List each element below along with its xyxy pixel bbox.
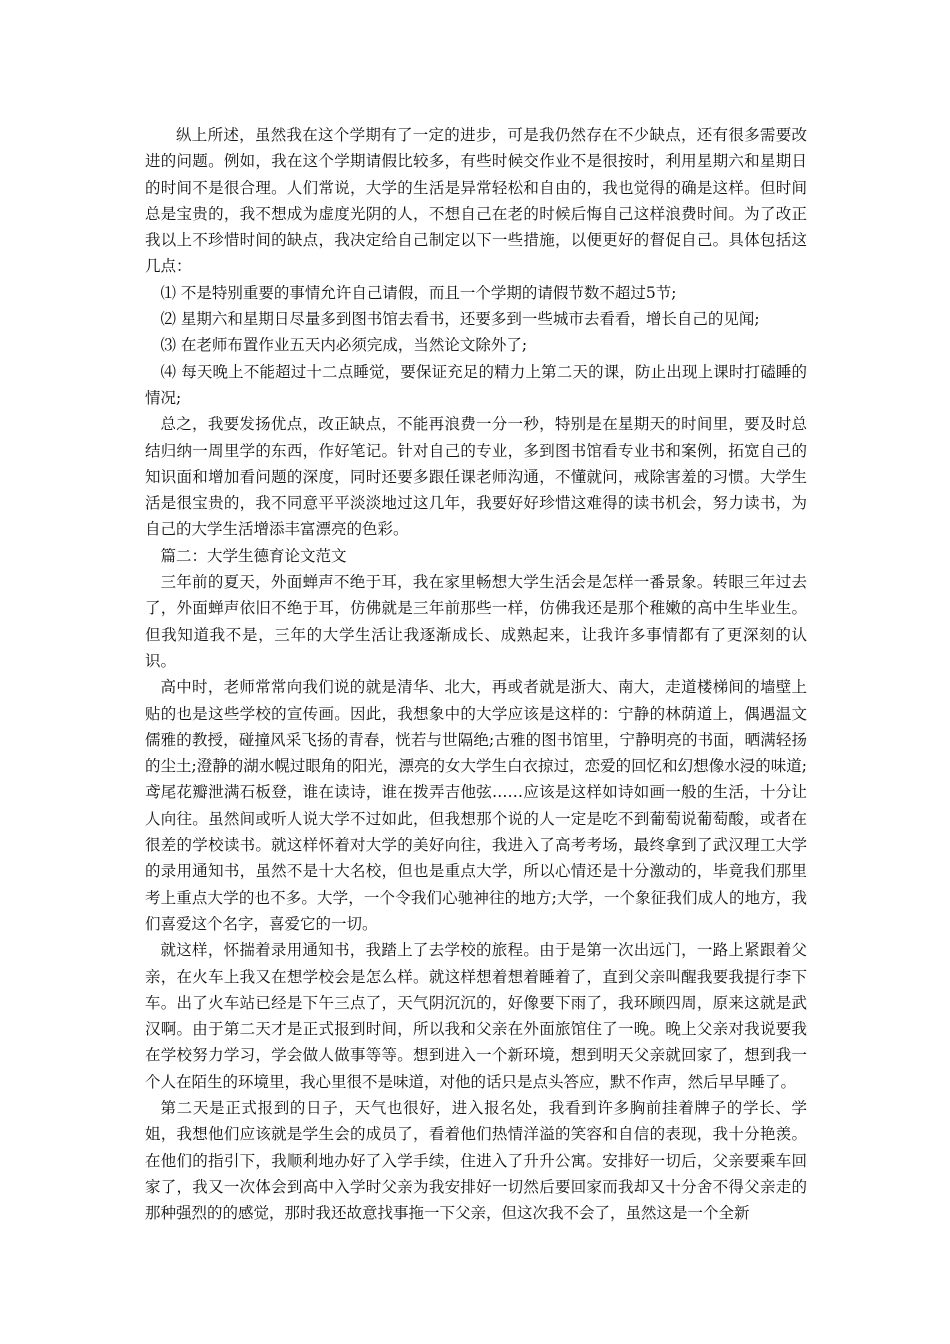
document-body [145,122,807,1226]
paragraph: 第二天是正式报到的日子，天气也很好，进入报名处，我看到许多胸前挂着牌子的学长、学姐，我想他们应该就是学生会的成员了，看着他们热情洋溢的笑容和自信的表现，我十分艳羡。在他们的指引下，我顺利地办好了入学手续，住进入了升升公寓。安排好一切后，父亲要乘车回家了，我又一次体会到高中入学时父亲为我安排好一切然后要回家而我却又十分舍不得父亲走的那种强烈的的感觉，那时我还故意找事拖一下父亲，但这次我不会了，虽然这是一个全新 [145,1098,807,1223]
paragraph-conclusion: 总之，我要发扬优点，改正缺点，不能再浪费一分一秒，特别是在星期天的时间里，要及时总结归纳一周里学的东西，作好笔记。针对自己的专业，多到图书馆看专业书和案例，拓宽自己的知识面和增加看问题的深度，同时还要多跟任课老师沟通，不懂就问，戒除害羞的习惯。大学生活是很宝贵的，我不同意平平淡淡地过这几年，我要好好珍惜这难得的读书机会，努力读书，为自己的大学生活增添丰富漂亮的色彩。 [145,415,807,539]
paragraph: 就这样，怀揣着录用通知书，我踏上了去学校的旅程。由于是第一次出远门，一路上紧跟着父亲，在火车上我又在想学校会是怎么样。就这样想着想着睡着了，直到父亲叫醒我要我提行李下车。出了火车站已经是下午三点了，天气阴沉沉的，好像要下雨了，我环顾四周，原来这就是武汉啊。由于第二天才是正式报到时间，所以我和父亲在外面旅馆住了一晚。晚上父亲对我说要我在学校努力学习，学会做人做事等等。想到进入一个新环境，想到明天父亲就回家了，想到我一个人在陌生的环境里，我心里很不是味道，对他的话只是点头答应，默不作声，然后早早睡了。 [145,941,807,1091]
paragraph: 高中时，老师常常向我们说的就是清华、北大，再或者就是浙大、南大，走道楼梯间的墙壁上贴的也是这些学校的宣传画。因此，我想象中的大学应该是这样的：宁静的林荫道上，偶遇温文儒雅的教授，碰撞风采飞扬的青春，恍若与世隔绝;古雅的图书馆里，宁静明亮的书面，晒满轻扬的尘土;澄静的湖水幌过眼角的阳光，漂亮的女大学生白衣掠过，恋爱的回忆和幻想像水浸的味道;鸢尾花瓣泄满石板登，谁在读诗，谁在拨弄吉他弦……应该是这样如诗如画一般的生活，十分让人向往。虽然间或听人说大学不过如此，但我想那个说的人一定是吃不到葡萄说葡萄酸，或者在很差的学校读书。就这样怀着对大学的美好向往，我进入了高考考场，最终拿到了武汉理工大学的录用通知书，虽然不是十大名校，但也是重点大学，所以心情还是十分激动的，毕竟我们那里考上重点大学的也不多。大学，一个令我们心驰神往的地方;大学，一个象征我们成人的地方，我们喜爱这个名字，喜爱它的一切。 [145,678,807,933]
section-heading: 篇二：大学生德育论文范文 [160,546,347,565]
list-item: ⑵ 星期六和星期日尽量多到图书馆去看书，还要多到一些城市去看看，增长自己的见闻; [160,310,760,329]
list-item: ⑴ 不是特别重要的事情允许自己请假，而且一个学期的请假节数不超过5节; [160,283,677,302]
list-item: ⑷ 每天晚上不能超过十二点睡觉，要保证充足的精力上第二天的课，防止出现上课时打磕睡的情况; [145,362,807,407]
paragraph-summary-intro: 纵上所述，虽然我在这个学期有了一定的进步，可是我仍然存在不少缺点，还有很多需要改进的问题。例如，我在这个学期请假比较多，有些时候交作业不是很按时，利用星期六和星期日的时间不是很合理。人们常说，大学的生活是异常轻松和自由的，我也觉得的确是这样。但时间总是宝贵的，我不想成为虚度光阴的人，不想自己在老的时候后悔自己这样浪费时间。为了改正我以上不珍惜时间的缺点，我决定给自己制定以下一些措施，以便更好的督促自己。具体包括这几点： [145,126,807,276]
paragraph: 三年前的夏天，外面蝉声不绝于耳，我在家里畅想大学生活会是怎样一番景象。转眼三年过去了，外面蝉声依旧不绝于耳，仿佛就是三年前那些一样，仿佛我还是那个稚嫩的高中生毕业生。但我知道我不是，三年的大学生活让我逐渐成长、成熟起来，让我许多事情都有了更深刻的认识。 [145,573,807,670]
list-item: ⑶ 在老师布置作业五天内必须完成，当然论文除外了; [160,336,528,355]
